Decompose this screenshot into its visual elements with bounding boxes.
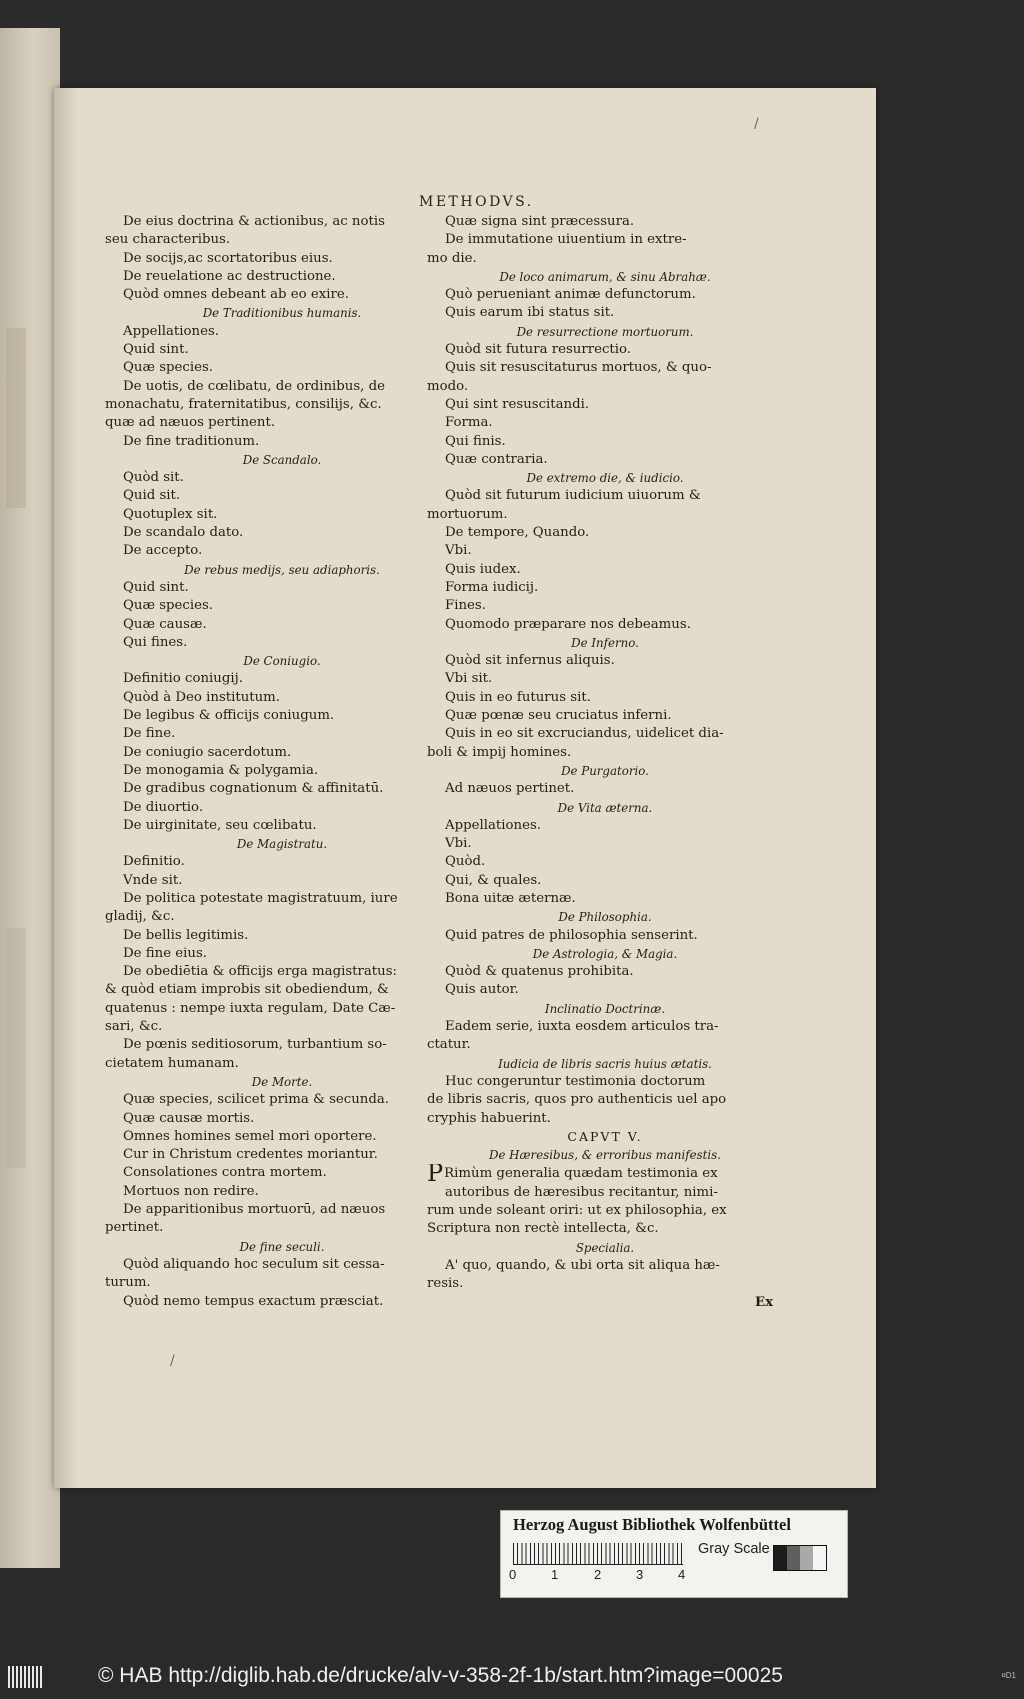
text-line: monachatu, fraternitatibus, consilijs, &c. [105,396,382,412]
text-line: turum. [105,1275,151,1291]
text-line: De tempore, Quando. [445,525,590,541]
text-line: Quòd sit futurum iudicium uiuorum & [445,488,701,504]
text-line: De apparitionibus mortuorū, ad næuos [123,1202,386,1218]
text-line [427,1164,783,1183]
section-heading: De rebus medijs, seu adiaphoris. [184,562,380,577]
text-line: De scandalo dato. [123,525,244,541]
section-heading: De Coniugio. [243,654,321,669]
text-line: Omnes homines semel mori oportere. [123,1128,377,1144]
section-heading: De Morte. [251,1074,313,1089]
section-heading: De Scandalo. [242,452,322,467]
text-line: Ad næuos pertinet. [445,781,575,797]
drop-cap: P [427,1164,444,1184]
color-target: Herzog August Bibliothek Wolfenbüttel 0 1 2 3 4 Gray Scale [500,1510,848,1598]
text-line: De reuelatione ac destructione. [123,268,336,284]
text-line: seu characteribus. [105,232,231,248]
text-line: Huc congeruntur testimonia doctorum [445,1073,706,1089]
text-line: De fine eius. [123,945,208,961]
margin-mark: / [170,1353,175,1369]
text-line: Quæ species, scilicet prima & secunda. [123,1092,390,1108]
swatch-patch [787,1546,800,1570]
text-line: Quæ pœnæ seu cruciatus inferni. [445,708,672,724]
left-column [105,213,459,1311]
text-line: Qui sint resuscitandi. [445,396,590,412]
text-line: De socijs,ac scortatoribus eius. [123,250,333,266]
text-line: & quòd etiam improbis sit obediendum, & [105,982,389,998]
text-line: resis. [427,1276,464,1292]
section-heading: Iudicia de libris sacris huius ætatis. [498,1056,712,1071]
text-line: Quæ species. [123,360,214,376]
text-line: Quòd sit infernus aliquis. [445,653,615,669]
section-heading: Inclinatio Doctrinæ. [544,1001,666,1016]
text-line: Bona uitæ æternæ. [445,890,576,906]
section-heading: De loco animarum, & sinu Abrahæ. [499,269,711,284]
text-line: Quotuplex sit. [123,506,218,522]
text-line: Quis in eo futurus sit. [445,689,591,705]
text-line: Scriptura non rectè intellecta, &c. [427,1221,659,1237]
text-line: De uotis, de cœlibatu, de ordinibus, de [123,378,385,394]
footer-code: ¤D1 [1001,1671,1016,1680]
text-line: cietatem humanam. [105,1055,239,1071]
text-line: modo. [427,378,469,394]
footer-url: © HAB http://diglib.hab.de/drucke/alv-v-358-2f-1b/start.htm?image=00025 [98,1664,783,1687]
section-heading: De Philosophia. [558,910,652,925]
text-line: Vbi sit. [445,671,493,687]
text-line: Consolationes contra mortem. [123,1165,327,1181]
section-heading: De fine seculi. [239,1239,325,1254]
text-line: Quis sit resuscitaturus mortuos, & quo- [445,360,712,376]
text-line: Quòd sit. [123,470,184,486]
section-heading: De Hæresibus, & erroribus manifestis. [488,1148,721,1163]
text-line: De monogamia & polygamia. [123,762,319,778]
right-column [427,213,783,1312]
section-heading: De Inferno. [571,635,639,650]
text-line: mo die. [427,250,477,266]
text-line: A' quo, quando, & ubi orta sit aliqua hæ- [445,1257,720,1273]
barcode-icon [8,1666,42,1688]
text-line: De fine. [123,726,176,742]
text-line: De obediētia & officijs erga magistratus: [123,964,398,980]
text-line: Quæ signa sint præcessura. [445,214,635,229]
text-line-rest: Rimùm generalia quædam testimonia ex [444,1166,718,1182]
section-heading: De Vita æterna. [557,800,653,815]
text-line: Cur in Christum credentes moriantur. [123,1147,378,1163]
text-line: Vnde sit. [123,872,183,888]
text-line: Quæ contraria. [445,451,548,467]
running-head: METHODVS. [419,194,534,210]
text-line: Qui fines. [123,634,188,650]
text-line: Quòd à Deo institutum. [123,689,281,705]
catchword: Ex [754,1294,773,1310]
section-heading: De Traditionibus humanis. [202,306,362,321]
text-line: Forma. [445,415,493,431]
chapter-heading: CAPVT V. [567,1128,643,1144]
text-line: Definitio. [123,854,185,870]
section-heading: De resurrectione mortuorum. [516,324,694,339]
text-line: Mortuos non redire. [123,1183,259,1199]
section-heading: De Magistratu. [236,837,328,852]
section-heading: De Purgatorio. [561,763,649,778]
text-line: De accepto. [123,543,203,559]
text-line: Quòd aliquando hoc seculum sit cessa- [123,1256,385,1272]
text-line: De eius doctrina & actionibus, ac notis [123,214,385,229]
text-line: mortuorum. [427,506,508,522]
text-line: De bellis legitimis. [123,927,249,943]
text-line: boli & impij homines. [427,744,572,760]
swatch-patch [813,1546,826,1570]
text-line: Quis autor. [445,982,519,998]
gray-swatch [773,1545,827,1571]
swatch-patch [800,1546,813,1570]
text-line: Appellationes. [445,817,542,833]
footer-bar [0,1655,1024,1699]
text-line: Vbi. [445,836,472,852]
text-line: sari, &c. [105,1019,163,1035]
text-line: De pœnis seditiosorum, turbantium so- [123,1037,387,1053]
text-line: Quæ causæ mortis. [123,1110,255,1126]
text-line: Quid sint. [123,579,189,595]
margin-mark: / [754,116,759,132]
text-line: Qui, & quales. [445,872,542,888]
section-heading: Specialia. [575,1240,635,1255]
institution-label: Herzog August Bibliothek Wolfenbüttel [513,1515,791,1534]
text-line: autoribus de hæresibus recitantur, nimi- [445,1184,718,1200]
text-line: Quis earum ibi status sit. [445,305,615,321]
text-line: Qui finis. [445,433,506,449]
text-line: Quòd nemo tempus exactum præsciat. [123,1293,384,1309]
book-page [54,88,876,1488]
text-line: Quomodo præparare nos debeamus. [445,616,691,632]
text-line: Quòd. [445,854,486,870]
text-line: de libris sacris, quos pro authenticis uel apo [427,1092,727,1108]
text-line: Quò perueniant animæ defunctorum. [445,287,696,303]
text-line: De immutatione uiuentium in extre- [445,232,687,248]
text-line: De politica potestate magistratuum, iure [123,890,398,906]
gray-scale-label: Gray Scale [698,1541,770,1557]
text-line: quæ ad næuos pertinent. [105,415,276,431]
section-heading: De Astrologia, & Magia. [532,946,678,961]
text-line: Quid sit. [123,488,181,504]
text-line: pertinet. [105,1220,164,1236]
text-line: Fines. [445,598,486,614]
text-line: De diuortio. [123,799,204,815]
text-line: Appellationes. [123,323,220,339]
text-line: Quæ causæ. [123,616,207,632]
text-line: Quis in eo sit excruciandus, uidelicet dia- [445,726,724,742]
text-line: Quid sint. [123,342,189,358]
text-line: Definitio coniugij. [123,671,243,687]
text-line: Quòd sit futura resurrectio. [445,342,631,358]
text-line: gladij, &c. [105,909,175,925]
text-line: quatenus : nempe iuxta regulam, Date Cæ- [105,1000,396,1016]
text-line: Quòd omnes debeant ab eo exire. [123,287,349,303]
text-line: Quæ species. [123,598,214,614]
text-line: De uirginitate, seu cœlibatu. [123,817,317,833]
text-line: Quòd & quatenus prohibita. [445,964,634,980]
swatch-patch [774,1546,787,1570]
text-line: Forma iudicij. [445,579,539,595]
text-line: cryphis habuerint. [427,1110,551,1126]
facing-page-edge [0,28,60,1568]
section-heading: De extremo die, & iudicio. [526,471,684,486]
text-line: ctatur. [427,1037,471,1053]
text-line: De coniugio sacerdotum. [123,744,292,760]
text-line: Quis iudex. [445,561,521,577]
text-line: Quid patres de philosophia senserint. [445,927,698,943]
text-line: rum unde soleant oriri: ut ex philosophia, ex [427,1203,727,1219]
text-line: De legibus & officijs coniugum. [123,708,335,724]
scale-ruler [513,1543,683,1565]
text-line: De gradibus cognationum & affinitatū. [123,781,384,797]
text-line: Vbi. [445,543,472,559]
text-line: Eadem serie, iuxta eosdem articulos tra- [445,1019,719,1035]
text-line: De fine traditionum. [123,433,260,449]
